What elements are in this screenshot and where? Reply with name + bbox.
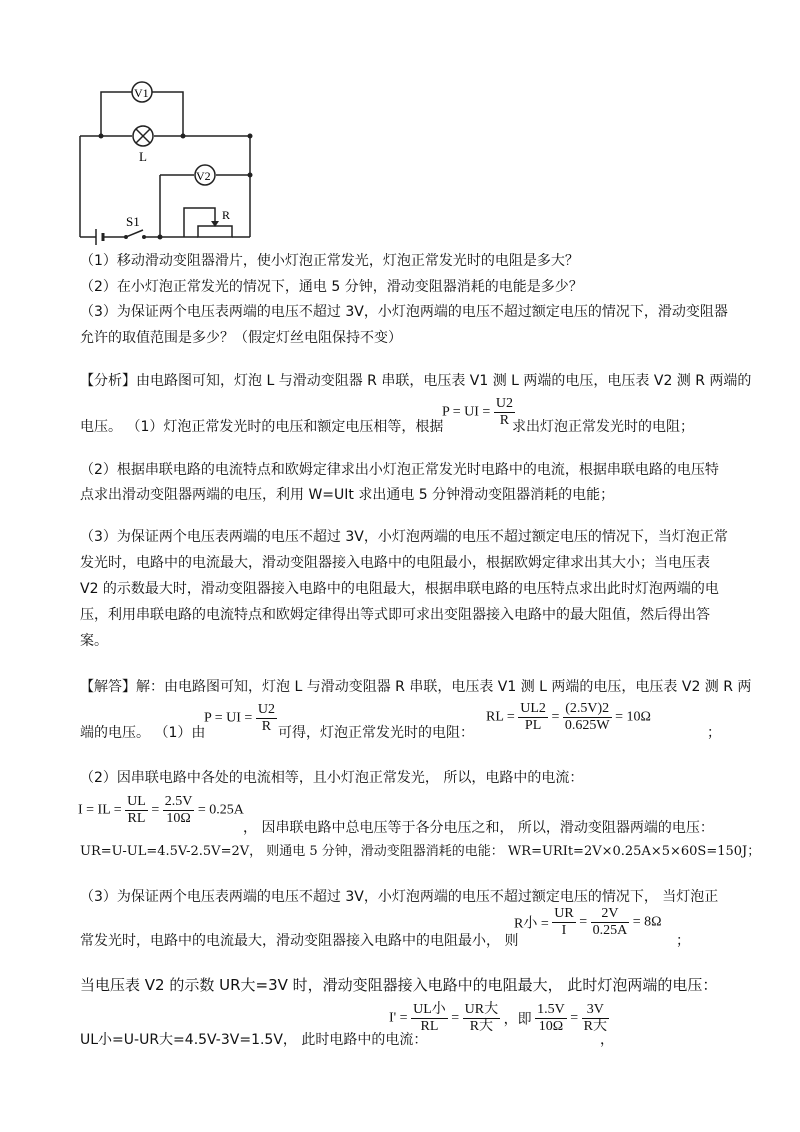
solution-p4: 当电压表 V2 的示数 UR大=3V 时，滑动变阻器接入电路中的电阻最大， 此时灯泡两端的电压：: [80, 976, 718, 994]
solution-p3-line2-end: ；: [676, 933, 690, 949]
question-3-line1: （3）为保证两个电压表两端的电压不超过 3V，小灯泡两端的电压不超过额定电压的情况下，滑动变阻器: [80, 304, 728, 320]
lamp-resistance-formula: RL = $\frac{UL2}{PL}$ = $\frac{(2.5V)2}{0.625W}$ = 10Ω: [486, 701, 651, 733]
rheostat-label: R: [222, 208, 231, 222]
current-formula: I = IL = $\frac{UL}{RL}$ = $\frac{2.5V}{10\Omega}$ = 0.25A: [78, 794, 244, 826]
analysis-line1: 【分析】由电路图可知，灯泡 L 与滑动变阻器 R 串联，电压表 V1 测 L 两端的电压，电压表 V2 测 R 两端的: [80, 373, 752, 389]
solution-p2-line3: UR=U-UL=4.5V-2.5V=2V， 则通电 5 分钟，滑动变阻器消耗的电能： WR=URIt=2V×0.25A×5×60S=150J；: [80, 844, 761, 859]
analysis-power-formula: P = UI = $\frac{U2}{R}$: [442, 396, 513, 428]
solution-p5: UL小=U-UR大=4.5V-3V=1.5V， 此时电路中的电流：: [80, 1032, 428, 1048]
question-1: （1）移动滑动变阻器滑片，使小灯泡正常发光，灯泡正常发光时的电阻是多大？: [80, 253, 579, 269]
switch-label: S1: [126, 214, 140, 229]
min-resistance-formula: R小 = $\frac{UR}{I}$ = $\frac{2V}{0.25A}$ = 8Ω: [514, 906, 662, 938]
solution-line1: 【解答】解：由电路图可知，灯泡 L 与滑动变阻器 R 串联，电压表 V1 测 L 两端的电压，电压表 V2 测 R 两: [80, 679, 752, 695]
v1-label: V1: [134, 86, 149, 100]
analysis-line2a: 电压。 （1）灯泡正常发光时的电压和额定电压相等，根据: [80, 419, 444, 435]
analysis-p2-line1: （2）根据串联电路的电流特点和欧姆定律求出小灯泡正常发光时电路中的电流，根据串联电路的电压特: [80, 462, 719, 478]
analysis-p3-line5: 案。: [80, 633, 108, 649]
solution-line2-end: ；: [707, 725, 721, 741]
solution-p5-end: ，: [600, 1032, 614, 1048]
analysis-p3-line4: 压，利用串联电路的电流特点和欧姆定律得出等式即可求出变阻器接入电路中的最大阻值，然后得出答: [80, 607, 710, 623]
question-3-line2: 允许的取值范围是多少？（假定灯丝电阻保持不变）: [80, 330, 402, 346]
circuit-diagram: [0, 0, 800, 250]
analysis-p3-line1: （3）为保证两个电压表两端的电压不超过 3V，小灯泡两端的电压不超过额定电压的情况下，当灯泡正常: [80, 529, 728, 545]
solution-p3-line1: （3）为保证两个电压表两端的电压不超过 3V，小灯泡两端的电压不超过额定电压的情况下， 当灯泡正: [80, 889, 719, 905]
current-min-formula: I' = $\frac{\text{UL小}}{RL}$ = $\frac{\text{UR大}}{\text{R大}}$ ，即 $\frac{1.5V}{10\Omega}$ = $\frac{3V}{\text{R大}}$: [389, 1002, 607, 1034]
solution-p2-line1: （2）因串联电路中各处的电流相等，且小灯泡正常发光， 所以，电路中的电流：: [80, 770, 584, 786]
solution-p2-line2: ， 因串联电路中总电压等于各分电压之和， 所以，滑动变阻器两端的电压：: [243, 820, 714, 836]
solution-p3-line2: 常发光时，电路中的电流最大，滑动变阻器接入电路中的电阻最小， 则: [80, 933, 519, 949]
question-2: （2）在小灯泡正常发光的情况下，通电 5 分钟，滑动变阻器消耗的电能是多少？: [80, 279, 583, 295]
lamp-label: L: [139, 149, 147, 164]
v2-label: V2: [196, 169, 211, 183]
solution-line2b: 可得，灯泡正常发光时的电阻：: [278, 725, 474, 741]
analysis-p3-line3: V2 的示数最大时，滑动变阻器接入电路中的电阻最大，根据串联电路的电压特点求出此时灯泡两端的电: [80, 581, 719, 597]
solution-power-formula: P = UI = $\frac{U2}{R}$: [204, 702, 275, 734]
analysis-p2-line2: 点求出滑动变阻器两端的电压，利用 W=UIt 求出通电 5 分钟滑动变阻器消耗的电能；: [80, 487, 615, 503]
analysis-p3-line2: 发光时，电路中的电流最大，滑动变阻器接入电路中的电阻最小，根据欧姆定律求出其大小；当电压表: [80, 555, 710, 571]
analysis-line2b: 求出灯泡正常发光时的电阻；: [512, 419, 694, 435]
solution-line2a: 端的电压。 （1）由: [80, 725, 206, 741]
